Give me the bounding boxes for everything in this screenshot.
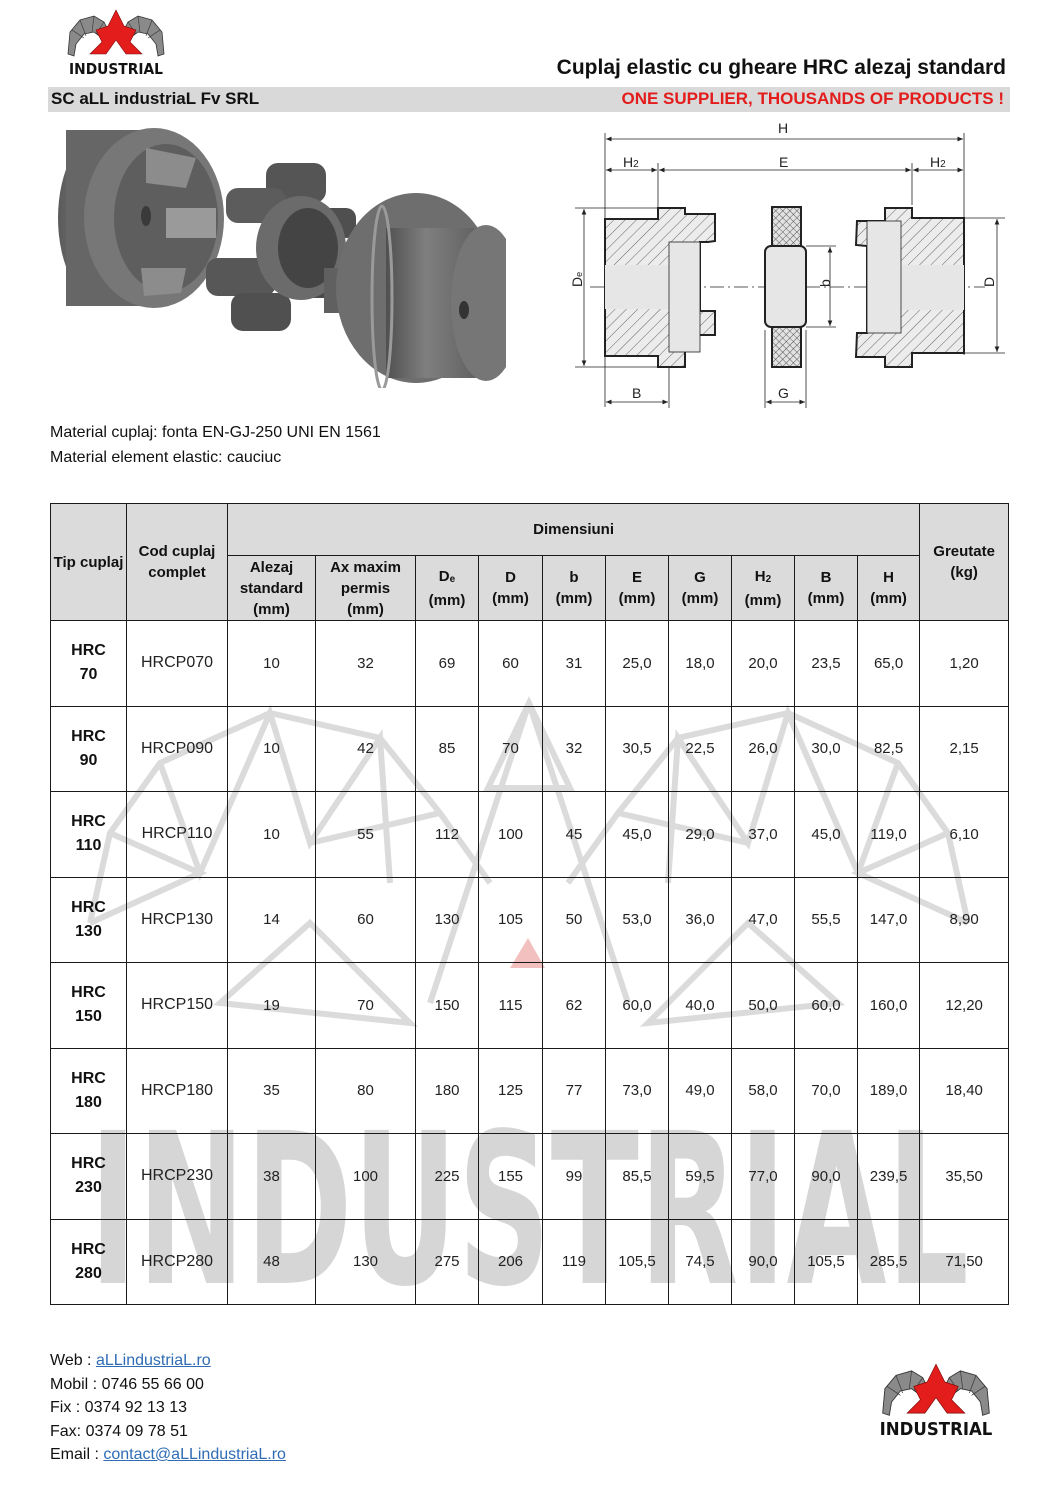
cell-ax: 80 [316, 1048, 416, 1134]
cell-de: 69 [416, 621, 479, 707]
cell-code: HRCP180 [127, 1048, 228, 1134]
spec-table-container [50, 503, 1008, 1305]
cell-b: 50 [543, 877, 606, 963]
cell-tip: HRC 150 [51, 963, 127, 1049]
cell-h2: 20,0 [732, 621, 795, 707]
spec-table [50, 503, 1009, 1305]
header-dim-col: Alezaj standard (mm) [228, 556, 316, 621]
cell-weight: 1,20 [920, 621, 1009, 707]
cell-weight: 71,50 [920, 1219, 1009, 1305]
cell-e: 53,0 [606, 877, 669, 963]
header-dim-col: H (mm) [858, 556, 920, 621]
cell-code: HRCP090 [127, 706, 228, 792]
table-row [51, 621, 1009, 707]
cell-alezaj: 48 [228, 1219, 316, 1305]
dim-label-G: G [778, 385, 789, 401]
cell-b: 45,0 [795, 792, 858, 878]
product-photo [46, 118, 506, 388]
cell-h2: 77,0 [732, 1134, 795, 1220]
contact-email: Email : contact@aLLindustriaL.ro [50, 1446, 286, 1463]
material-elastic: Material element elastic: cauciuc [50, 449, 282, 466]
cell-h: 119,0 [858, 792, 920, 878]
header-tip-cuplaj: Tip cuplaj [51, 504, 127, 621]
cell-weight: 12,20 [920, 963, 1009, 1049]
cell-tip: HRC 230 [51, 1134, 127, 1220]
cell-g: 22,5 [669, 706, 732, 792]
cell-g: 49,0 [669, 1048, 732, 1134]
cell-weight: 6,10 [920, 792, 1009, 878]
header-dim-col: $H_2$ (mm) [732, 556, 795, 621]
cell-b: 119 [543, 1219, 606, 1305]
header-dim-col: Ax maxim permis (mm) [316, 556, 416, 621]
cell-e: 25,0 [606, 621, 669, 707]
table-row [51, 792, 1009, 878]
footer-logo [874, 1362, 998, 1442]
cell-h2: 58,0 [732, 1048, 795, 1134]
cell-ax: 60 [316, 877, 416, 963]
email-link[interactable]: contact@aLLindustriaL.ro [103, 1446, 286, 1463]
logo-text: INDUSTRIAL [879, 1419, 993, 1440]
cell-alezaj: 38 [228, 1134, 316, 1220]
table-row [51, 706, 1009, 792]
header-dim-col: E (mm) [606, 556, 669, 621]
cell-d: 105 [479, 877, 543, 963]
cell-tip: HRC 280 [51, 1219, 127, 1305]
company-name: SC aLL industriaL Fv SRL [51, 89, 260, 108]
cell-code: HRCP230 [127, 1134, 228, 1220]
cell-code: HRCP070 [127, 621, 228, 707]
header-greutate: Greutate (kg) [920, 504, 1009, 621]
cell-code: HRCP280 [127, 1219, 228, 1305]
logo-mark-icon [874, 1362, 998, 1422]
cell-b: 70,0 [795, 1048, 858, 1134]
cell-h: 65,0 [858, 621, 920, 707]
cell-h2: 26,0 [732, 706, 795, 792]
cell-weight: 2,15 [920, 706, 1009, 792]
dim-label-H2-right: H2 [930, 154, 946, 170]
cell-e: 73,0 [606, 1048, 669, 1134]
cell-b: 105,5 [795, 1219, 858, 1305]
cell-e: 30,5 [606, 706, 669, 792]
header-dim-col: b (mm) [543, 556, 606, 621]
cell-de: 225 [416, 1134, 479, 1220]
table-row [51, 1048, 1009, 1134]
cell-d: 60 [479, 621, 543, 707]
cell-de: 180 [416, 1048, 479, 1134]
material-notes [50, 420, 381, 470]
dim-label-De: De [569, 271, 585, 287]
header-cod-cuplaj: Cod cuplaj complet [127, 504, 228, 621]
cell-tip: HRC 180 [51, 1048, 127, 1134]
logo-mark-icon [64, 8, 168, 62]
contact-fix: Fix : 0374 92 13 13 [50, 1399, 187, 1416]
cell-alezaj: 14 [228, 877, 316, 963]
contact-info [50, 1349, 286, 1467]
dim-label-H: H [778, 120, 789, 136]
cell-code: HRCP130 [127, 877, 228, 963]
cell-b: 62 [543, 963, 606, 1049]
cell-tip: HRC 110 [51, 792, 127, 878]
cell-h: 147,0 [858, 877, 920, 963]
cell-g: 74,5 [669, 1219, 732, 1305]
cell-h2: 47,0 [732, 877, 795, 963]
cell-de: 112 [416, 792, 479, 878]
company-logo [64, 8, 168, 78]
left-hub-shape [58, 128, 224, 308]
cell-b: 23,5 [795, 621, 858, 707]
cell-de: 275 [416, 1219, 479, 1305]
table-row [51, 1219, 1009, 1305]
cell-ax: 32 [316, 621, 416, 707]
cell-b: 32 [543, 706, 606, 792]
cell-tip: HRC 70 [51, 621, 127, 707]
material-coupling: Material cuplaj: fonta EN-GJ-250 UNI EN 1561 [50, 424, 381, 441]
cell-ax: 130 [316, 1219, 416, 1305]
table-row [51, 877, 1009, 963]
cell-tip: HRC 130 [51, 877, 127, 963]
cell-g: 59,5 [669, 1134, 732, 1220]
cell-e: 45,0 [606, 792, 669, 878]
cell-d: 125 [479, 1048, 543, 1134]
dim-label-E: E [779, 154, 789, 170]
cell-b: 31 [543, 621, 606, 707]
cell-ax: 55 [316, 792, 416, 878]
cell-ax: 70 [316, 963, 416, 1049]
page-title: Cuplaj elastic cu gheare HRC alezaj standard [556, 56, 1006, 79]
cell-d: 115 [479, 963, 543, 1049]
cell-g: 18,0 [669, 621, 732, 707]
dim-label-H2-left: H2 [623, 154, 639, 170]
svg-text:INDUSTRIAL: INDUSTRIAL [89, 1088, 969, 1305]
cell-b: 77 [543, 1048, 606, 1134]
cell-h: 82,5 [858, 706, 920, 792]
cell-e: 105,5 [606, 1219, 669, 1305]
cell-d: 155 [479, 1134, 543, 1220]
cell-d: 100 [479, 792, 543, 878]
header-dim-col: B (mm) [795, 556, 858, 621]
cell-b: 55,5 [795, 877, 858, 963]
cell-d: 206 [479, 1219, 543, 1305]
cell-h: 160,0 [858, 963, 920, 1049]
cell-code: HRCP150 [127, 963, 228, 1049]
company-band [48, 87, 1010, 112]
table-row [51, 1134, 1009, 1220]
cell-tip: HRC 90 [51, 706, 127, 792]
slogan: ONE SUPPLIER, THOUSANDS OF PRODUCTS ! [621, 89, 1004, 108]
cell-b: 60,0 [795, 963, 858, 1049]
table-row [51, 963, 1009, 1049]
cell-h2: 50,0 [732, 963, 795, 1049]
cell-de: 130 [416, 877, 479, 963]
cell-b: 90,0 [795, 1134, 858, 1220]
cell-g: 36,0 [669, 877, 732, 963]
cell-g: 29,0 [669, 792, 732, 878]
cell-alezaj: 10 [228, 792, 316, 878]
contact-fax: Fax: 0374 09 78 51 [50, 1422, 188, 1440]
cell-h2: 90,0 [732, 1219, 795, 1305]
cell-b: 30,0 [795, 706, 858, 792]
web-link[interactable]: aLLindustriaL.ro [95, 1352, 211, 1369]
cell-alezaj: 19 [228, 963, 316, 1049]
cell-h2: 37,0 [732, 792, 795, 878]
cell-b: 45 [543, 792, 606, 878]
cell-h: 239,5 [858, 1134, 920, 1220]
dim-label-D: D [981, 276, 997, 287]
cell-de: 85 [416, 706, 479, 792]
cell-alezaj: 10 [228, 706, 316, 792]
cell-ax: 42 [316, 706, 416, 792]
cell-h: 189,0 [858, 1048, 920, 1134]
header-dim-col: $D_e$ (mm) [416, 556, 479, 621]
cell-weight: 18,40 [920, 1048, 1009, 1134]
cell-b: 99 [543, 1134, 606, 1220]
cell-h: 285,5 [858, 1219, 920, 1305]
technical-drawing [560, 115, 1020, 415]
logo-text: INDUSTRIAL [69, 60, 163, 78]
cell-e: 60,0 [606, 963, 669, 1049]
header-dim-col: G (mm) [669, 556, 732, 621]
contact-mobil: Mobil : 0746 55 66 00 [50, 1375, 204, 1393]
cell-de: 150 [416, 963, 479, 1049]
dim-label-B: B [632, 385, 642, 401]
cell-weight: 8,90 [920, 877, 1009, 963]
cell-ax: 100 [316, 1134, 416, 1220]
header-dim-col: D (mm) [479, 556, 543, 621]
dim-label-b: b [817, 279, 833, 287]
cell-code: HRCP110 [127, 792, 228, 878]
cell-alezaj: 10 [228, 621, 316, 707]
cell-e: 85,5 [606, 1134, 669, 1220]
contact-web: Web : aLLindustriaL.ro [50, 1352, 211, 1369]
cell-d: 70 [479, 706, 543, 792]
cell-alezaj: 35 [228, 1048, 316, 1134]
header-dimensiuni: Dimensiuni [228, 504, 920, 556]
cell-weight: 35,50 [920, 1134, 1009, 1220]
cell-g: 40,0 [669, 963, 732, 1049]
